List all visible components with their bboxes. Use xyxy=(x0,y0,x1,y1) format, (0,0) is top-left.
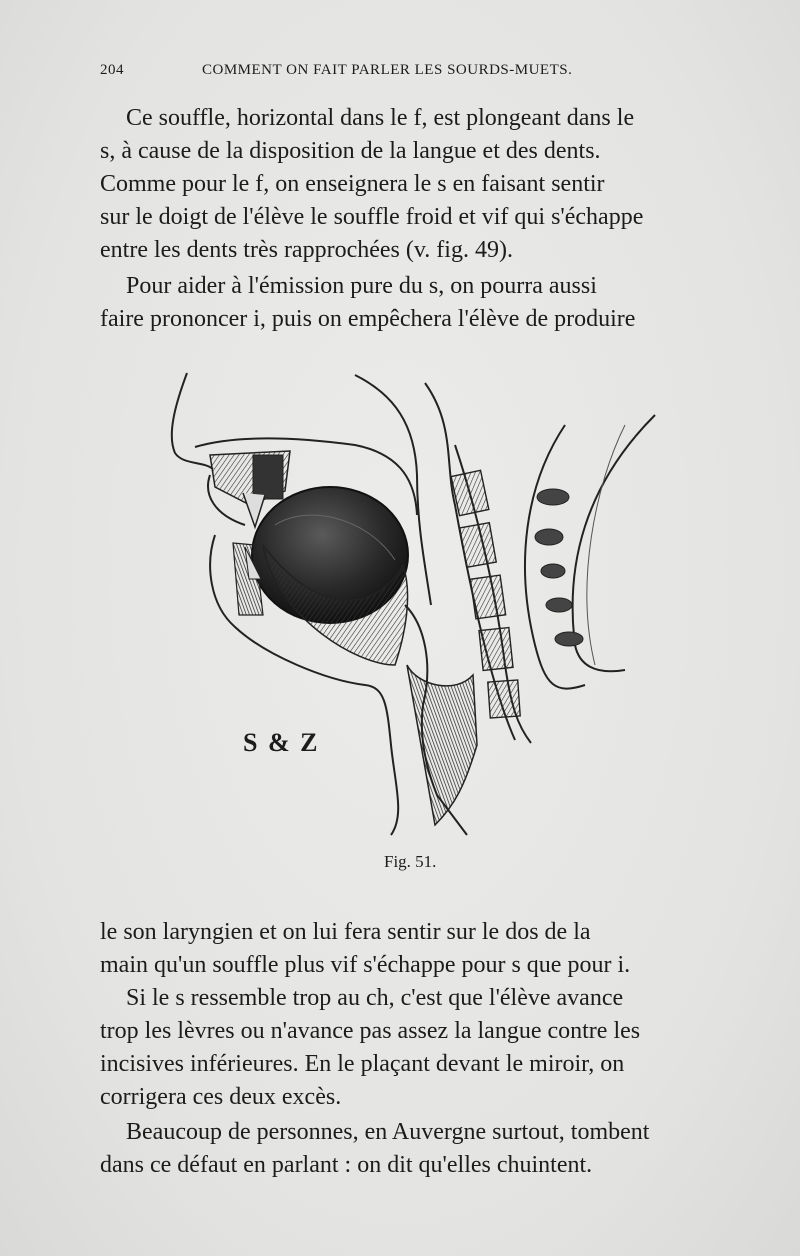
text-line: sur le doigt de l'élève le souffle froid et vif qui s'échappe xyxy=(100,204,644,230)
text-line: le son laryngien et on lui fera sentir sur le dos de la xyxy=(100,919,591,945)
text-line: Pour aider à l'émission pure du s, on pourra aussi xyxy=(126,273,597,299)
text-line: faire prononcer i, puis on empêchera l'élève de produire xyxy=(100,306,636,332)
text-line: Si le s ressemble trop au ch, c'est que l'élève avance xyxy=(126,985,624,1011)
page-number: 204 xyxy=(100,62,124,78)
text-line: Beaucoup de personnes, en Auvergne surtout, tombent xyxy=(126,1119,650,1145)
paragraph-1 xyxy=(100,102,750,267)
text-line: main qu'un souffle plus vif s'échappe pour s que pour i. xyxy=(100,952,631,978)
paragraph-4 xyxy=(100,982,750,1114)
text-line: s, à cause de la disposition de la langue et des dents. xyxy=(100,138,601,164)
text-line: incisives inférieures. En le plaçant devant le miroir, on xyxy=(100,1051,625,1077)
text-line: entre les dents très rapprochées (v. fig. 49). xyxy=(100,237,513,263)
text-line: Ce souffle, horizontal dans le f, est plongeant dans le xyxy=(126,105,635,131)
figure-label: S & Z xyxy=(243,728,320,757)
paragraph-2 xyxy=(100,270,750,336)
figure-caption: Fig. 51. xyxy=(384,852,437,871)
paragraph-5 xyxy=(100,1116,750,1182)
anatomical-figure xyxy=(155,365,675,845)
running-title: COMMENT ON FAIT PARLER LES SOURDS-MUETS. xyxy=(202,62,573,78)
text-line: dans ce défaut en parlant : on dit qu'elles chuintent. xyxy=(100,1152,593,1178)
text-line: trop les lèvres ou n'avance pas assez la langue contre les xyxy=(100,1018,641,1044)
paragraph-3 xyxy=(100,916,750,982)
text-line: Comme pour le f, on enseignera le s en faisant sentir xyxy=(100,171,605,197)
text-line: corrigera ces deux excès. xyxy=(100,1084,342,1110)
